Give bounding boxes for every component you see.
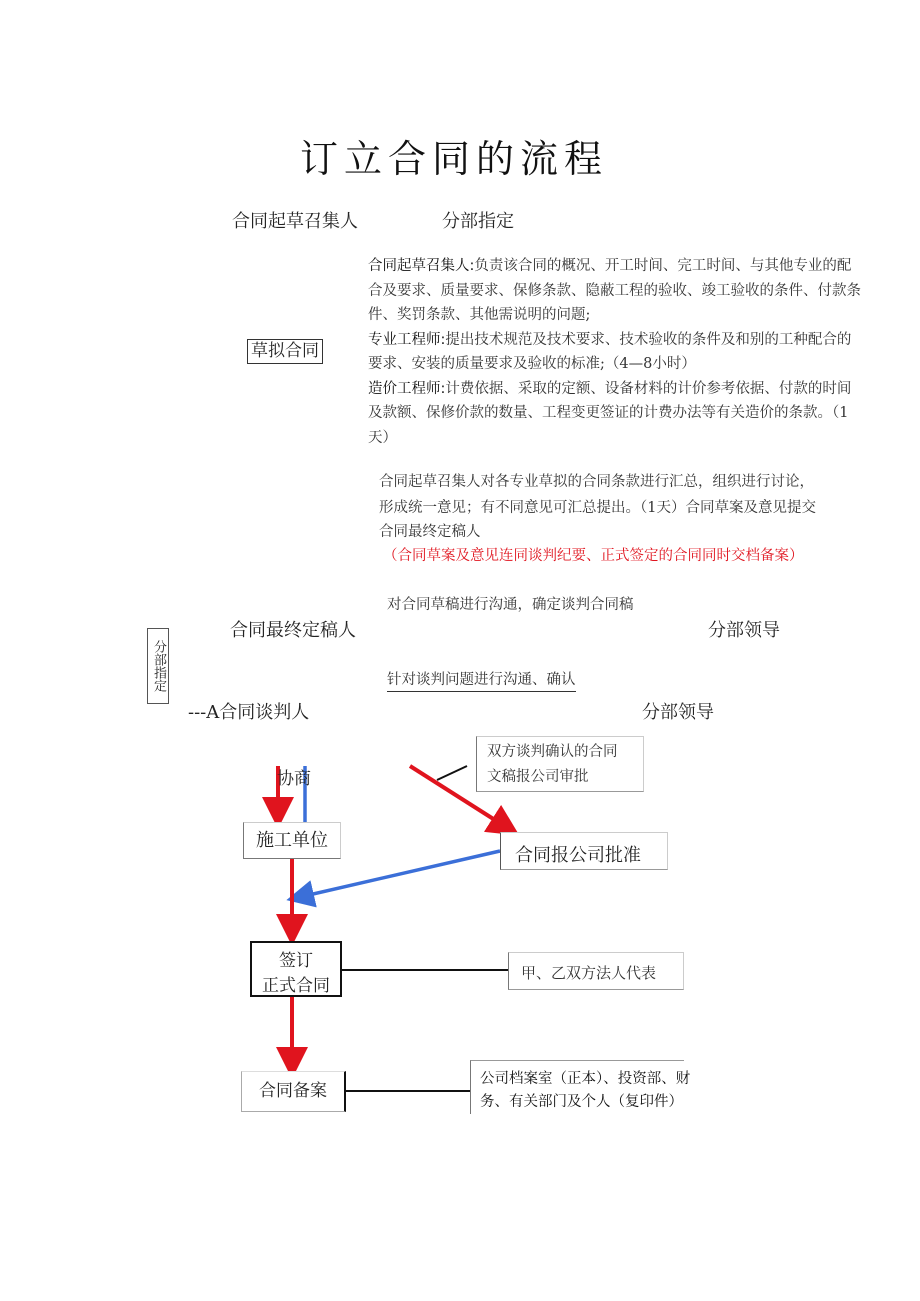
note-connector [437, 766, 467, 780]
final-draft-person-label: 合同最终定稿人 [230, 620, 356, 641]
legal-rep-box [508, 952, 684, 990]
contractor-box: 施工单位 [243, 822, 341, 859]
sign-label: 签订 [279, 951, 313, 971]
summary-line: 合同起草召集人对各专业草拟的合同条款进行汇总，组织进行讨论， [379, 474, 814, 490]
summary-line: 合同最终定稿人 [379, 524, 481, 540]
negotiator-label: ---A合同谈判人 [188, 702, 310, 723]
archive-recipients-text: 公司档案室（正本）、投资部、财务、有关部门及个人（复印件） [480, 1071, 691, 1110]
approval-note-line: 双方谈判确认的合同 [487, 744, 618, 760]
branch-assign-label: 分部指定 [442, 211, 514, 232]
summary-line: 形成统一意见；有不同意见可汇总提出。（1天）合同草案及意见提交 [379, 500, 816, 516]
legal-rep-label: 甲、乙双方法人代表 [521, 964, 657, 982]
approval-note-line: 文稿报公司审批 [487, 769, 589, 785]
sign-contract-box [250, 941, 342, 997]
role-text: 计费依据、采取的定额、设备材料的计价参考依据、付款的时间及款额、保修价款的数量、工程变更签证的计费办法等有关造价的条款。（1天） [368, 380, 852, 446]
role-label: 专业工程师: [368, 331, 446, 348]
communication-note-1: 对合同草稿进行沟通，确定谈判合同稿 [387, 597, 634, 613]
role-text: 提出技术规范及技术要求、技术验收的条件及和别的工种配合的要求、安装的质量要求及验收的标准;（4—8小时） [368, 331, 852, 372]
company-approval-box [500, 832, 668, 870]
consult-label: 协商 [277, 769, 311, 789]
communication-note-2: 针对谈判问题进行沟通、确认 [387, 668, 576, 692]
draft-contract-box: 草拟合同 [247, 339, 323, 364]
branch-leader-label: 分部领导 [708, 620, 780, 641]
filing-box: 合同备案 [241, 1071, 346, 1112]
role-label: 合同起草召集人: [368, 258, 475, 274]
branch-leader-label-2: 分部领导 [642, 702, 714, 723]
role-label: 造价工程师: [368, 380, 446, 397]
role-text: 负责该合同的概况、开工时间、完工时间、与其他专业的配合及要求、质量要求、保修条款、隐蔽工程的验收、竣工验收的条件、付款条件、奖罚条款、其他需说明的问题; [368, 258, 861, 323]
drafting-convener-label: 合同起草召集人 [232, 211, 358, 232]
approval-note-box [476, 736, 644, 792]
page-title: 订立合同的流程 [300, 137, 609, 181]
sign-label: 正式合同 [262, 976, 330, 996]
branch-assign-vertical-label: 分部指定 [147, 628, 169, 704]
archive-note: （合同草案及意见连同谈判纪要、正式签定的合同同时交档备案） [383, 548, 804, 564]
company-approval-label: 合同报公司批准 [515, 845, 641, 866]
